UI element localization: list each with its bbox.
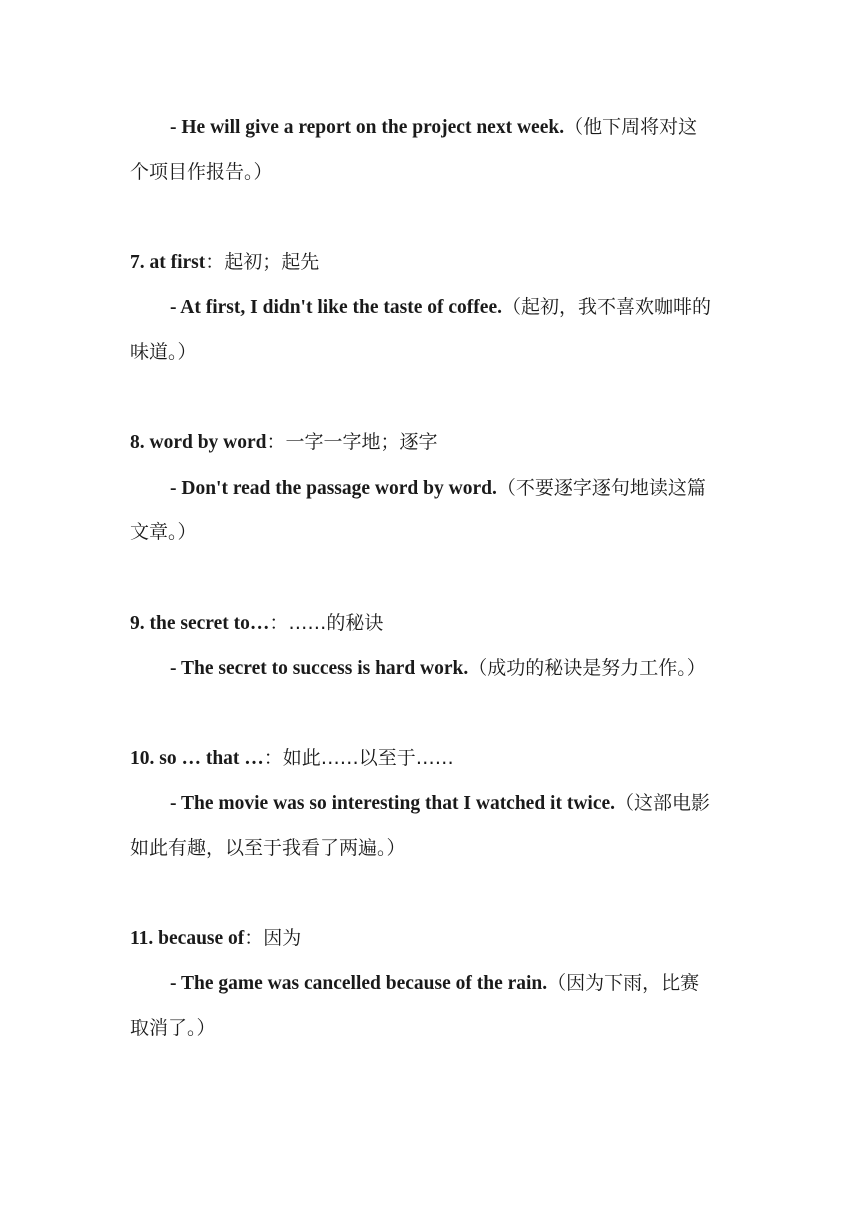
phrase-heading — [130, 430, 740, 455]
example-sentence-continued — [130, 520, 740, 544]
example-sentence — [170, 656, 740, 681]
example-sentence-continued — [130, 836, 740, 860]
example-english: - At first, I didn't like the taste of coffee. — [170, 297, 502, 318]
example-translation: （起初，我不喜欢咖啡的 — [501, 296, 711, 318]
phrase-heading — [130, 611, 740, 636]
example-translation: （因为下雨，比赛 — [547, 972, 700, 994]
example-english: - The movie was so interesting that I watched it twice. — [170, 793, 616, 814]
phrase-meaning: ：因为 — [244, 927, 302, 949]
example-translation: 个项目作报告。） — [130, 161, 273, 183]
example-english: - The secret to success is hard work. — [170, 658, 469, 679]
example-translation: （他下周将对这 — [564, 116, 698, 138]
example-sentence — [170, 791, 740, 816]
phrase-meaning: ：一字一字地；逐字 — [266, 431, 438, 453]
example-sentence-continued — [130, 1016, 740, 1040]
phrase-english: 7. at first — [130, 252, 206, 273]
phrase-english: 10. so … that … — [130, 748, 264, 769]
phrase-meaning: ：如此……以至于…… — [263, 747, 454, 769]
example-english: - Don't read the passage word by word. — [170, 478, 497, 499]
phrase-english: 9. the secret to… — [130, 613, 270, 634]
example-translation: （成功的秘诀是努力工作。） — [468, 657, 706, 679]
example-sentence-continued — [130, 340, 740, 364]
phrase-meaning: ：……的秘诀 — [269, 612, 384, 634]
example-sentence-continued — [130, 160, 740, 184]
phrase-english: 11. because of — [130, 928, 245, 949]
phrase-heading — [130, 926, 740, 951]
phrase-heading — [130, 746, 740, 771]
phrase-meaning: ：起初；起先 — [205, 251, 320, 273]
phrase-heading — [130, 250, 740, 275]
example-sentence — [170, 476, 740, 501]
example-translation: （这部电影 — [615, 792, 711, 814]
example-translation: （不要逐字逐句地读这篇 — [496, 477, 706, 499]
example-english: - He will give a report on the project next week. — [170, 117, 565, 138]
phrase-english: 8. word by word — [130, 432, 267, 453]
example-translation: 取消了。） — [130, 1017, 216, 1039]
example-translation: 文章。） — [130, 521, 197, 543]
example-sentence — [170, 971, 740, 996]
example-sentence — [170, 295, 740, 320]
example-sentence — [170, 115, 740, 140]
example-english: - The game was cancelled because of the rain. — [170, 973, 548, 994]
example-translation: 如此有趣，以至于我看了两遍。） — [130, 837, 406, 859]
example-translation: 味道。） — [130, 341, 197, 363]
